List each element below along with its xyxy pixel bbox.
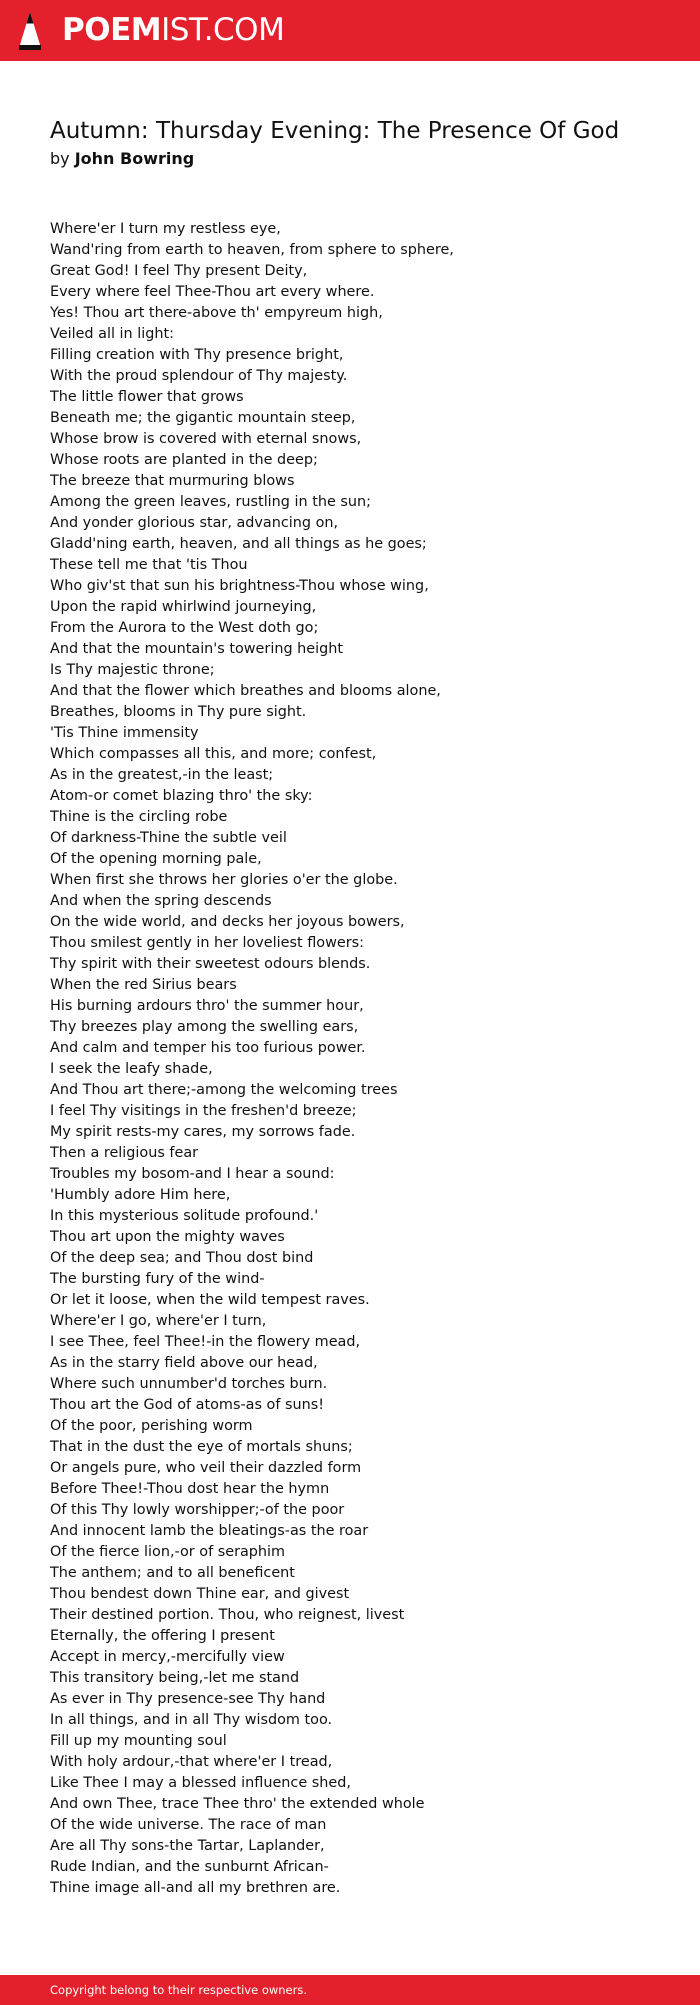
poem-line: Which compasses all this, and more; confest, <box>50 746 377 762</box>
poem-line: Filling creation with Thy presence bright, <box>50 347 344 363</box>
poem-line: Fill up my mounting soul <box>50 1733 227 1749</box>
poem-line: Accept in mercy,-mercifully view <box>50 1649 285 1665</box>
site-header <box>0 0 700 61</box>
poem-line: The bursting fury of the wind- <box>50 1271 265 1287</box>
poem-line: Where'er I turn my restless eye, <box>50 221 281 237</box>
poem-line: Whose brow is covered with eternal snows, <box>50 431 362 447</box>
poem-line: Great God! I feel Thy present Deity, <box>50 263 308 279</box>
poem-line: Whose roots are planted in the deep; <box>50 452 318 468</box>
poem-line: Or let it loose, when the wild tempest raves. <box>50 1292 370 1308</box>
poem-line: Troubles my bosom-and I hear a sound: <box>50 1166 335 1182</box>
poem-line: His burning ardours thro' the summer hour, <box>50 998 364 1014</box>
poem-line: The little flower that grows <box>50 389 244 405</box>
poem-line: Like Thee I may a blessed influence shed, <box>50 1775 351 1791</box>
poem-line: As in the starry field above our head, <box>50 1355 318 1371</box>
poem-line: As ever in Thy presence-see Thy hand <box>50 1691 326 1707</box>
poem-line: On the wide world, and decks her joyous bowers, <box>50 914 405 930</box>
poem-line: Of the fierce lion,-or of seraphim <box>50 1544 286 1560</box>
poem-line: Of darkness-Thine the subtle veil <box>50 830 287 846</box>
logo-part-bold: POEM <box>62 12 162 48</box>
poem-line: Thy breezes play among the swelling ears, <box>50 1019 359 1035</box>
poem-line: Wand'ring from earth to heaven, from sphere to sphere, <box>50 242 454 258</box>
poem-line: When first she throws her glories o'er the globe. <box>50 872 398 888</box>
poem-line: Of the wide universe. The race of man <box>50 1817 327 1833</box>
site-logo[interactable] <box>62 10 284 50</box>
poem-line: Thou art the God of atoms-as of suns! <box>50 1397 324 1413</box>
poem-line: When the red Sirius bears <box>50 977 237 993</box>
poem-line: As in the greatest,-in the least; <box>50 767 274 783</box>
poem-line: 'Tis Thine immensity <box>50 725 199 741</box>
poem-line: I feel Thy visitings in the freshen'd breeze; <box>50 1103 357 1119</box>
poem-line: Of the poor, perishing worm <box>50 1418 253 1434</box>
poem-line: I see Thee, feel Thee!-in the flowery mead, <box>50 1334 361 1350</box>
poem-line: Gladd'ning earth, heaven, and all things as he goes; <box>50 536 427 552</box>
poem-line: Upon the rapid whirlwind journeying, <box>50 599 317 615</box>
poem-line: Every where feel Thee-Thou art every where. <box>50 284 375 300</box>
poem-line: Their destined portion. Thou, who reignest, livest <box>50 1607 405 1623</box>
poem-line: Among the green leaves, rustling in the sun; <box>50 494 371 510</box>
poem-line: Thou bendest down Thine ear, and givest <box>50 1586 350 1602</box>
author-name: John Bowring <box>74 149 195 168</box>
copyright-text: Copyright belong to their respective owners. <box>50 1983 308 1997</box>
poem-line: Is Thy majestic throne; <box>50 662 215 678</box>
poem-line: Where'er I go, where'er I turn, <box>50 1313 267 1329</box>
poem-line: Where such unnumber'd torches burn. <box>50 1376 328 1392</box>
poem-line: Before Thee!-Thou dost hear the hymn <box>50 1481 330 1497</box>
poem-line: Beneath me; the gigantic mountain steep, <box>50 410 356 426</box>
poem-line: In this mysterious solitude profound.' <box>50 1208 319 1224</box>
poem-line: And that the flower which breathes and blooms alone, <box>50 683 441 699</box>
logo-part-light: IST.COM <box>161 12 285 48</box>
poem-line: And calm and temper his too furious power. <box>50 1040 366 1056</box>
poem-line: Thou smilest gently in her loveliest flowers: <box>50 935 364 951</box>
poem-line: Then a religious fear <box>50 1145 199 1161</box>
poem-line: These tell me that 'tis Thou <box>50 557 248 573</box>
poem-line: Or angels pure, who veil their dazzled form <box>50 1460 362 1476</box>
poem-line: Rude Indian, and the sunburnt African- <box>50 1859 329 1875</box>
poem-line: Thou art upon the mighty waves <box>50 1229 285 1245</box>
poem-line: Yes! Thou art there-above th' empyreum high, <box>50 305 383 321</box>
poem-line: In all things, and in all Thy wisdom too. <box>50 1712 333 1728</box>
poem-line: Of the opening morning pale, <box>50 851 262 867</box>
poem-line: And when the spring descends <box>50 893 272 909</box>
poem-line: Veiled all in light: <box>50 326 174 342</box>
poem-line: That in the dust the eye of mortals shuns; <box>50 1439 353 1455</box>
poem-line: Breathes, blooms in Thy pure sight. <box>50 704 307 720</box>
poem-line: Who giv'st that sun his brightness-Thou whose wing, <box>50 578 429 594</box>
poem-line: From the Aurora to the West doth go; <box>50 620 319 636</box>
poem-line: Are all Thy sons-the Tartar, Laplander, <box>50 1838 325 1854</box>
poem-line: And that the mountain's towering height <box>50 641 344 657</box>
poem-line: And yonder glorious star, advancing on, <box>50 515 339 531</box>
poem-line: 'Humbly adore Him here, <box>50 1187 231 1203</box>
byline <box>50 148 194 170</box>
poem-line: And Thou art there;-among the welcoming trees <box>50 1082 398 1098</box>
poem-line: Of the deep sea; and Thou dost bind <box>50 1250 314 1266</box>
poem-title: Autumn: Thursday Evening: The Presence Of God <box>50 118 620 144</box>
poem-line: Atom-or comet blazing thro' the sky: <box>50 788 313 804</box>
poem-line: Eternally, the offering I present <box>50 1628 275 1644</box>
poem-line: Thine image all-and all my brethren are. <box>50 1880 341 1896</box>
poem-line: And innocent lamb the bleatings-as the roar <box>50 1523 369 1539</box>
poem-line: Thine is the circling robe <box>50 809 228 825</box>
by-label: by <box>50 149 70 168</box>
site-footer <box>0 1975 700 2005</box>
poem-line: Thy spirit with their sweetest odours blends. <box>50 956 371 972</box>
poem-line: With holy ardour,-that where'er I tread, <box>50 1754 333 1770</box>
poem-line: The breeze that murmuring blows <box>50 473 295 489</box>
poem-line: With the proud splendour of Thy majesty. <box>50 368 348 384</box>
poem-line: This transitory being,-let me stand <box>50 1670 300 1686</box>
poem-body <box>50 219 670 1899</box>
pencil-icon[interactable] <box>18 11 42 51</box>
poem-line: I seek the leafy shade, <box>50 1061 213 1077</box>
poem-line: My spirit rests-my cares, my sorrows fade. <box>50 1124 356 1140</box>
poem-line: The anthem; and to all beneficent <box>50 1565 295 1581</box>
poem-line: Of this Thy lowly worshipper;-of the poor <box>50 1502 345 1518</box>
poem-line: And own Thee, trace Thee thro' the extended whole <box>50 1796 425 1812</box>
